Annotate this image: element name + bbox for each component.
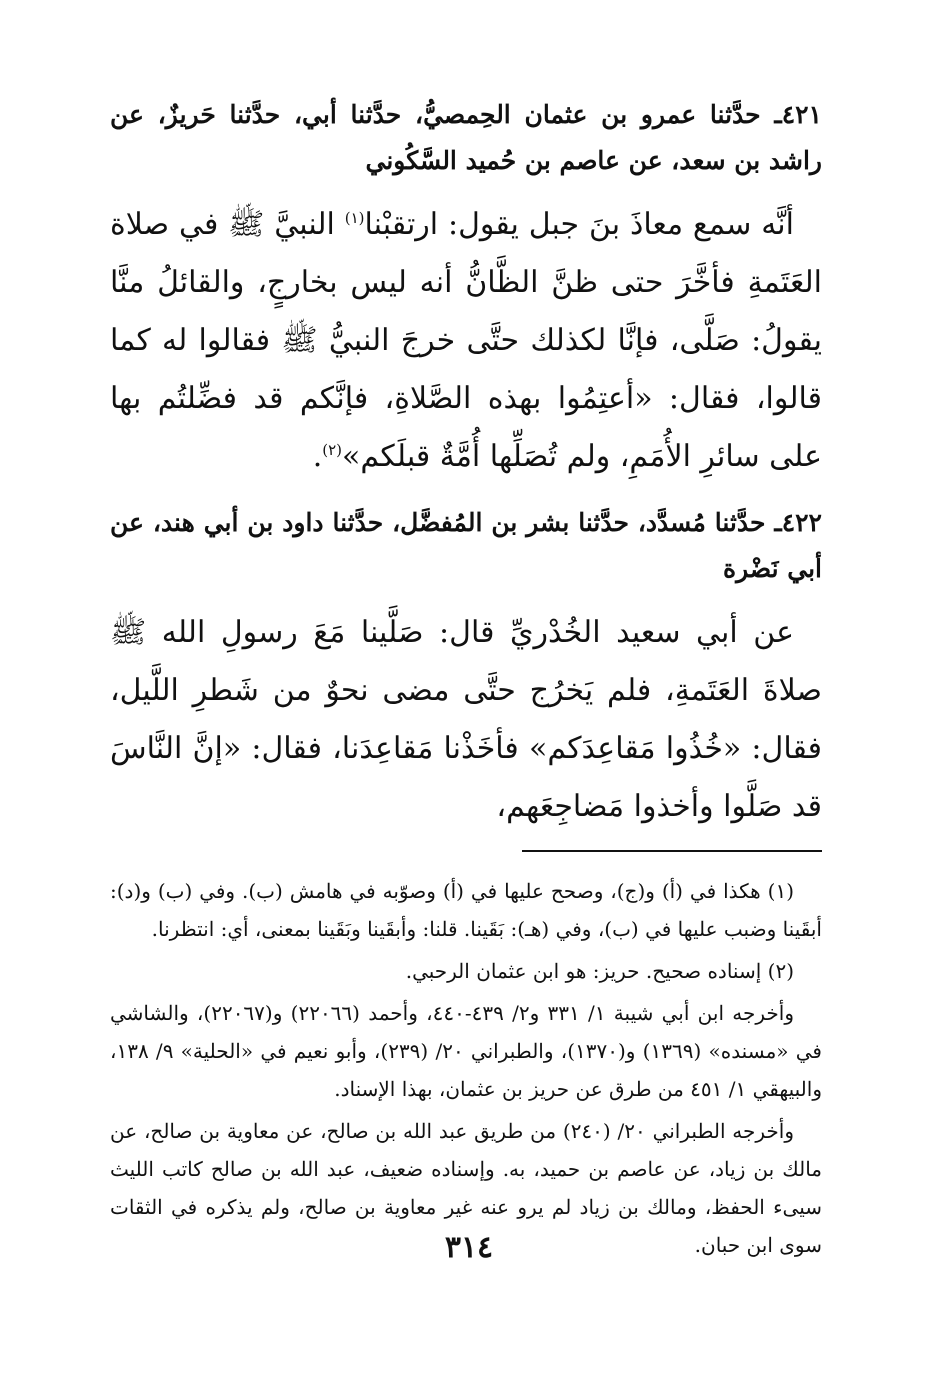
footnote-2-takhrij-2: وأخرجه الطبراني ٢٠/ (٢٤٠) من طريق عبد الله بن صالح، عن معاوية بن صالح، عن مالك بن زياد، عن عاصم بن حميد، به. وإسناده ضعيف، عبد الله بن صالح كاتب الليث سيىء الحفظ، ومالك بن زياد لم يرو عنه غير معاوية بن صالح، ولم يذكره في الثقات سوى ابن حبان.	[110, 1119, 822, 1257]
hadith-422-matn: عن أبي سعيد الخُدْريِّ قال: صَلَّينا مَعَ رسولِ الله ﷺ صلاةَ العَتَمةِ، فلم يَخرُج حتَّى مضى نحوٌ من شَطرِ اللَّيل، فقال: «خُذُوا مَقاعِدَكم» فأخَذْنا مَقاعِدَنا، فقال: «إنَّ النَّاسَ قد صَلَّوا وأخذوا مَضاجِعَهم،	[110, 615, 822, 824]
footnote-1: (١) هكذا في (أ) و(ج)، وصحح عليها في (أ) وصوّبه في هامش (ب). وفي (ب) و(د): أبقَينا وضبب عليها في (ب)، وفي (هـ): بَقَينا. قلنا: وأبقَينا وبَقَينا بمعنى، أي: انتظرنا.	[110, 879, 822, 941]
footnote-2-takhrij: وأخرجه ابن أبي شيبة ١/ ٣٣١ و٢/ ٤٣٩-٤٤٠، وأحمد (٢٢٠٦٦) و(٢٢٠٦٧)، والشاشي في «مسنده» (١٣٦٩) و(١٣٧٠)، والطبراني ٢٠/ (٢٣٩)، وأبو نعيم في «الحلية» ٩/ ١٣٨، والبيهقي ١/ ٤٥١ من طرق عن حريز بن عثمان، بهذا الإسناد.	[110, 1001, 822, 1101]
hadith-421-matn-part2: النبيَّ ﷺ في صلاة العَتَمةِ فأخَّرَ حتى ظنَّ الظَّانُّ أنه ليس بخارجٍ، والقائلُ منَّا يقولُ: صَلَّى، فإنَّا لكذلك حتَّى خرجَ النبيُّ ﷺ فقالوا له كما قالوا، فقال: «أعتِمُوا بهذه الصَّلاةِ، فإنَّكم قد فضِّلتُم بها على سائرِ الأُمَمِ، ولم تُصَلِّها أُمَّةٌ قبلَكم»	[110, 207, 822, 474]
footnote-marker-1: (١)	[344, 209, 365, 227]
hadith-421-matn	[110, 196, 822, 486]
footnote-2-grading: (٢) إسناده صحيح. حريز: هو ابن عثمان الرحبي.	[405, 959, 794, 983]
page-body	[110, 92, 822, 1268]
hadith-422-isnad: ٤٢٢ـ حدَّثنا مُسدَّد، حدَّثنا بشر بن المُفضَّل، حدَّثنا داود بن أبي هند، عن أبي نَضْرة	[110, 508, 822, 583]
hadith-421-matn-part1: أنَّه سمع معاذَ بنَ جبل يقول: ارتقبْنا	[364, 207, 794, 242]
footnote-separator	[522, 850, 822, 852]
hadith-421-matn-end: .	[312, 439, 323, 474]
footnote-marker-2: (٢)	[322, 441, 343, 459]
hadith-421-isnad: ٤٢١ـ حدَّثنا عمرو بن عثمان الحِمصيُّ، حدَّثنا أبي، حدَّثنا حَريزٌ، عن راشد بن سعد، عن عاصم بن حُميد السَّكُوني	[110, 100, 822, 175]
page-number: ٣١٤	[444, 1230, 494, 1265]
